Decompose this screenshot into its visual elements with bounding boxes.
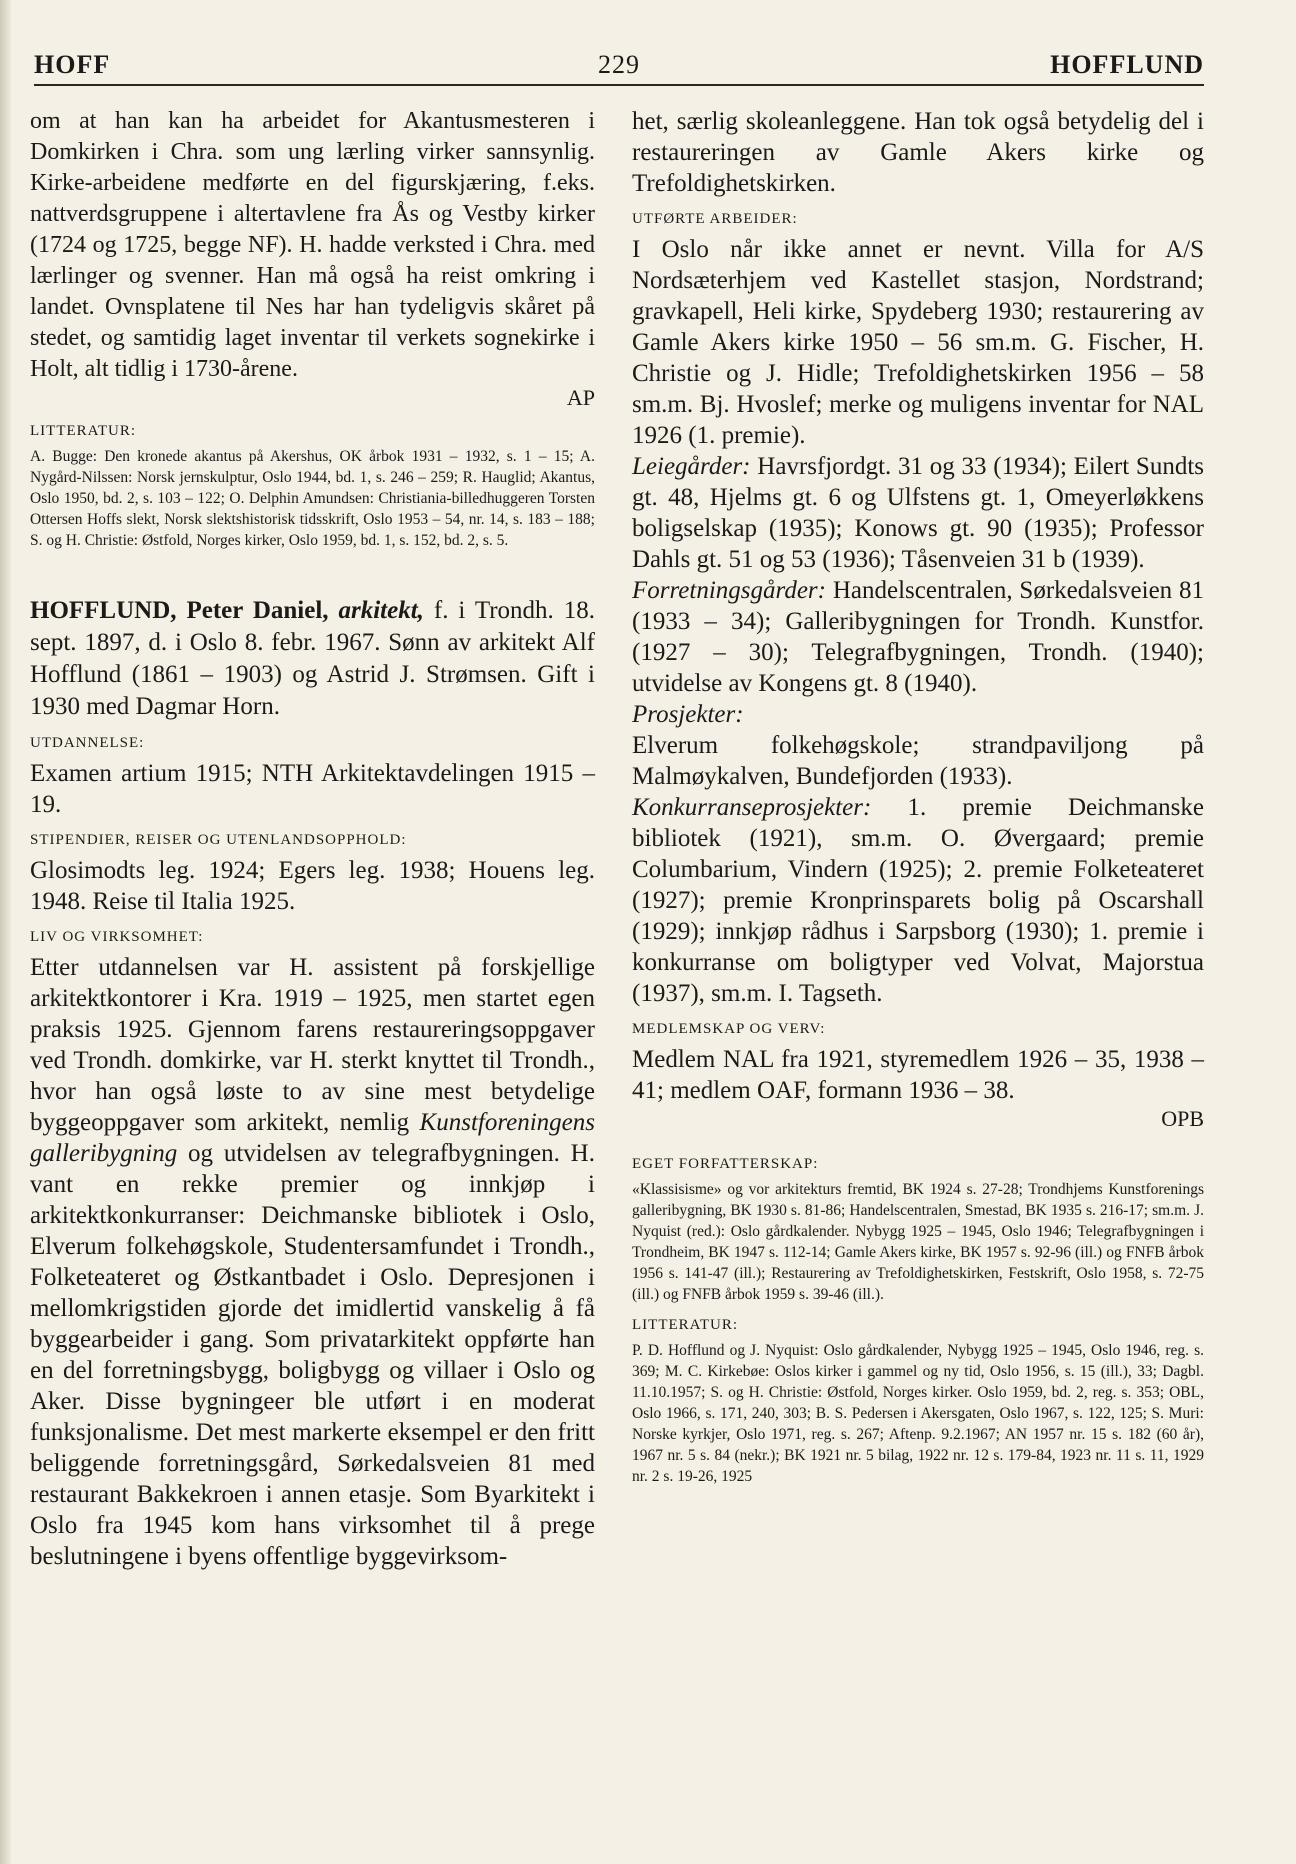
hoff-entry-continuation: om at han kan ha arbeidet for Akantusmesteren i Domkirken i Chra. som ung lærling virker sannsynlig. Kirke-arbeidene medførte en del figurskjæring, f.eks. nattverdsgruppene i altertavlene fra Ås og Vestby kirker (1724 og 1725, begge NF). H. hadde verksted i Chra. med lærlinger og svenner. Han må også ha reist omkring i landet. Ovnsplatene til Nes har han tydeligvis skåret på stedet, og samtidig laget inventar til verkets sognekirke i Holt, alt tidlig i 1730-årene. (30, 108, 595, 382)
works-text: I Oslo når ikke annet er nevnt. Villa for A/S Nordsæterhjem ved Kastellet stasjon, Nordstrand; gravkapell, Heli kirke, Spydeberg 1930; restaurering av Gamle Akers kirke 1950 – 56 sm.m. G. Fischer, H. Christie og J. Hidle; Trefoldighetskirken 1956 – 58 sm.m. Bj. Hvoslef; merke og muligens inventar for NAL 1926 (1. premie). (632, 236, 1204, 449)
left-column (30, 106, 595, 1572)
competitions-text: 1. premie Deichmanske bibliotek (1921), sm.m. O. Øvergaard; premie Columbarium, Vindern (1925); 2. premie Folketeateret (1927); premie Kronprinsparets bolig på Oscarshall (1929); innkjøp rådhus i Sarpsborg (1930); 1. premie i konkurranse om boligtyper ved Volvat, Majorstua (1937), sm.m. I. Tagseth. (632, 794, 1205, 1007)
projects-text: Elverum folkehøgskole; strandpaviljong på Malmøykalven, Bundefjorden (1933). (632, 732, 1204, 790)
book-spine-shadow (0, 0, 12, 1864)
hoff-literature-label: LITTERATUR: (30, 423, 136, 439)
header-left-word: HOFF (34, 50, 111, 79)
hofflund-literature-text: P. D. Hofflund og J. Nyquist: Oslo gårdkalender, Nybygg 1925 – 1945, Oslo 1946, reg. s. 369; M. C. Kirkebøe: Oslos kirker i gammel og ny tid, Oslo 1956, s. 15 (ill.), 33; Dagbl. 11.10.1957; S. og H. Christie: Østfold, Norges kirker. Oslo 1959, bd. 2, reg. s. 353; OBL, Oslo 1966, s. 171, 240, 303; B. S. Pedersen i Akersgaten, Oslo 1967, s. 122, 125; S. Muri: Norske kyrkjer, Oslo 1971, reg. s. 267; Aftenp. 9.2.1967; AN 1957 nr. 15 s. 182 (60 år), 1967 nr. 5 s. 84 (nekr.); BK 1921 nr. 5 bilag, 1922 nr. 12 s. 179-84, 1923 nr. 11 s. 11, 1929 nr. 2 s. 19-26, 1925 (632, 1342, 1204, 1485)
life-work-emphasis: Kunstforeningens galleribygning (30, 1109, 596, 1167)
memberships-label: MEDLEMSKAP OG VERV: (632, 1021, 826, 1037)
education-label: UTDANNELSE: (30, 735, 145, 751)
rental-buildings-paragraph (632, 451, 1204, 575)
life-work-continuation: het, særlig skoleanleggene. Han tok også betydelig del i restaureringen av Gamle Akers kirke og Trefoldighetskirken. (632, 108, 1204, 197)
hofflund-author-signature: OPB (1161, 1106, 1204, 1131)
commercial-buildings-paragraph (632, 575, 1204, 699)
scholarships-label: STIPENDIER, REISER OG UTENLANDSOPPHOLD: (30, 832, 407, 848)
hofflund-biography: f. i Trondh. 18. sept. 1897, d. i Oslo 8. febr. 1967. Sønn av arkitekt Alf Hofflund (1861 – 1903) og Astrid J. Strømsen. Gift i 1930 med Dagmar Horn. (30, 597, 596, 720)
hofflund-entry-intro (30, 595, 595, 723)
hofflund-name: HOFFLUND, Peter Daniel, (30, 597, 329, 624)
education-text: Examen artium 1915; NTH Arkitektavdelingen 1915 – 19. (30, 760, 595, 818)
competitions-paragraph (632, 792, 1204, 1009)
running-header (34, 48, 1204, 86)
life-work-part-2: og utvidelsen av telegrafbygningen. H. vant en rekke premier og innkjøp i arkitektkonkurranser: Deichmanske bibliotek i Oslo, Elverum folkehøgskole, Studentersamfundet i Trondh., Folketeateret og Østkantbadet i Oslo. Depresjonen i mellomkrigstiden gjorde det imidlertid vanskelig å få byggearbeider i gang. Som privatarkitekt oppførte han en del forretningsbygg, boligbygg og villaer i Oslo og Aker. Disse bygningeer ble utført i en moderat funksjonalisme. Det mest markerte eksempel er den fritt beliggende forretningsgård, Sørkedalsveien 81 med restaurant Bakkekroen i annen etasje. Som Byarkitekt i Oslo fra 1945 kom hans virksomhet til å prege beslutningene i byens offentlige byggevirksom- (30, 1140, 595, 1570)
right-column (632, 106, 1204, 1487)
hofflund-profession: arkitekt, (338, 597, 424, 624)
commercial-buildings-text: Handelscentralen, Sørkedalsveien 81 (1933 – 34); Galleribygningen for Trondh. Kunstfor. (1927 – 30); Telegrafbygningen, Trondh. (1940); utvidelse av Kongens gt. 8 (1940). (632, 577, 1205, 697)
scholarships-text: Glosimodts leg. 1924; Egers leg. 1938; Houens leg. 1948. Reise til Italia 1925. (30, 857, 595, 915)
page-number: 229 (598, 50, 640, 79)
memberships-text: Medlem NAL fra 1921, styremedlem 1926 – 35, 1938 – 41; medlem OAF, formann 1936 – 38. (632, 1046, 1204, 1104)
commercial-buildings-label: Forretningsgårder: (632, 577, 826, 604)
life-work-label: LIV OG VIRKSOMHET: (30, 929, 204, 945)
life-work-text (30, 952, 595, 1572)
competitions-label: Konkurranseprosjekter: (632, 794, 872, 821)
life-work-part-1: Etter utdannelsen var H. assistent på forskjellige arkitektkontorer i Kra. 1919 – 1925, men startet egen praksis 1925. Gjennom farens restaureringsoppgaver ved Trondh. domkirke, var H. sterkt knyttet til Trondh., hvor han også løste to av sine mest betydelige byggeoppgaver som arkitekt, nemlig (30, 954, 595, 1136)
hoff-literature-text: A. Bugge: Den kronede akantus på Akershus, OK årbok 1931 – 1932, s. 1 – 15; A. Nygård-Nilssen: Norsk jernskulptur, Oslo 1944, bd. 1, s. 246 – 259; R. Hauglid; Akantus, Oslo 1950, bd. 2, s. 103 – 122; O. Delphin Amundsen: Christiania-billedhuggeren Torsten Ottersen Hoffs slekt, Norsk slektshistorisk tidsskrift, Oslo 1953 – 54, nr. 14, s. 183 – 188; S. og H. Christie: Østfold, Norges kirker, Oslo 1959, bd. 1, s. 152, bd. 2, s. 5. (30, 448, 595, 549)
works-label: UTFØRTE ARBEIDER: (632, 211, 798, 227)
projects-label: Prosjekter: (632, 701, 744, 728)
projects-label-line (632, 699, 1204, 730)
rental-buildings-label: Leiegårder: (632, 453, 751, 480)
own-writings-text: «Klassisisme» og vor arkitekturs fremtid, BK 1924 s. 27-28; Trondhjems Kunstforenings galleribygning, BK 1930 s. 81-86; Handelscentralen, Smestad, BK 1935 s. 216-17; sm.m. J. Nyquist (red.): Oslo gårdkalender. Nybygg 1925 – 1945, Oslo 1946; Telegrafbygningen i Trondheim, BK 1947 s. 112-14; Gamle Akers kirke, BK 1957 s. 92-96 (ill.) og FNFB årbok 1956 s. 141-47 (ill.); Restaurering av Trefoldighetskirken, Festskrift, Oslo 1958, s. 72-75 (ill.) og FNFB årbok 1959 s. 39-46 (ill.). (632, 1181, 1204, 1303)
own-writings-label: EGET FORFATTERSKAP: (632, 1156, 819, 1172)
header-right-word: HOFFLUND (1050, 50, 1204, 79)
hoff-author-signature: AP (566, 385, 595, 410)
rental-buildings-text: Havrsfjordgt. 31 og 33 (1934); Eilert Sundts gt. 48, Hjelms gt. 6 og Ulfstens gt. 1, Omeyerløkkens boligselskap (1935); Konows gt. 90 (1935); Professor Dahls gt. 51 og 53 (1936); Tåsenveien 31 b (1939). (632, 453, 1205, 573)
hofflund-literature-label: LITTERATUR: (632, 1317, 738, 1333)
